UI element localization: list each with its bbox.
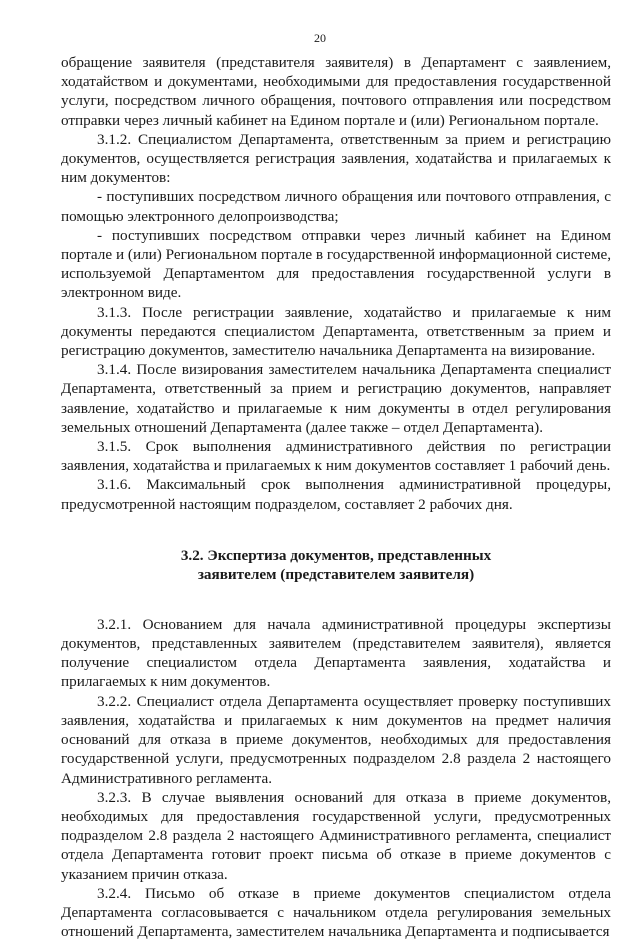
- section-heading-3-2: [61, 546, 611, 585]
- section-heading-line-2: заявителем (представителем заявителя): [197, 566, 475, 584]
- section-heading-line-1: 3.2. Экспертиза документов, представленных: [180, 546, 492, 564]
- paragraph-3-2-3: 3.2.3. В случае выявления оснований для отказа в приеме документов, необходимых для предоставления государственной услуги, предусмотренных подразделом 2.8 раздела 2 настоящего Административного регламента, специалист отдела Департамента готовит проект письма об отказе в приеме документов с указанием причин отказа.: [61, 788, 611, 883]
- list-item-portal: - поступивших посредством отправки через личный кабинет на Едином портале и (или) Региональном портале в государственной информационной системе, используемой Департаментом для предоставления государственной услуги в электронном виде.: [61, 226, 611, 302]
- paragraph-3-1-6: 3.1.6. Максимальный срок выполнения административной процедуры, предусмотренной настоящим подразделом, составляет 2 рабочих дня.: [61, 476, 611, 513]
- paragraph-continuation: обращение заявителя (представителя заявителя) в Департамент с заявлением, ходатайством и документами, необходимыми для предоставления государственной услуги, посредством личного обращения, почтового отправления или посредством отправки через личный кабинет на Едином портале и (или) Региональном портале.: [61, 54, 611, 129]
- paragraph-3-1-3: 3.1.3. После регистрации заявление, ходатайство и прилагаемые к ним документы передаются специалистом Департамента, ответственным за прием и регистрацию документов, заместителю начальника Департамента на визирование.: [61, 303, 611, 360]
- paragraph-3-2-2: 3.2.2. Специалист отдела Департамента осуществляет проверку поступивших заявления, ходатайства и прилагаемых к ним документов на предмет наличия оснований для отказа в приеме документов, необходимых для предоставления государственной услуги, предусмотренных подразделом 2.8 раздела 2 настоящего Административного регламента.: [61, 692, 611, 787]
- paragraph-3-2-4: 3.2.4. Письмо об отказе в приеме документов специалистом отдела Департамента согласовывается с начальником отдела регулирования земельных отношений Департамента, заместителем начальника Департамента и подписывается: [61, 884, 611, 941]
- paragraph-3-1-5: 3.1.5. Срок выполнения административного действия по регистрации заявления, ходатайства и прилагаемых к ним документов составляет 1 рабочий день.: [61, 438, 611, 475]
- document-body: [61, 53, 611, 941]
- page-number: 20: [314, 31, 326, 45]
- paragraph-3-2-1: 3.2.1. Основанием для начала административной процедуры экспертизы документов, представленных заявителем (представителем заявителя), является получение специалистом отдела Департамента заявления, ходатайства и прилагаемых к ним документов.: [61, 615, 611, 691]
- paragraph-3-1-2: 3.1.2. Специалистом Департамента, ответственным за прием и регистрацию документов, осуществляется регистрация заявления, ходатайства и прилагаемых к ним документов:: [61, 130, 611, 187]
- list-item-personal-or-mail: - поступивших посредством личного обращения или почтового отправления, с помощью электронного делопроизводства;: [61, 188, 611, 225]
- paragraph-3-1-4: 3.1.4. После визирования заместителем начальника Департамента специалист Департамента, ответственный за прием и регистрацию документов, направляет заявление, ходатайство и прилагаемые к ним документы в отдел регулирования земельных отношений Департамента (далее также – отдел Департамента).: [61, 361, 611, 436]
